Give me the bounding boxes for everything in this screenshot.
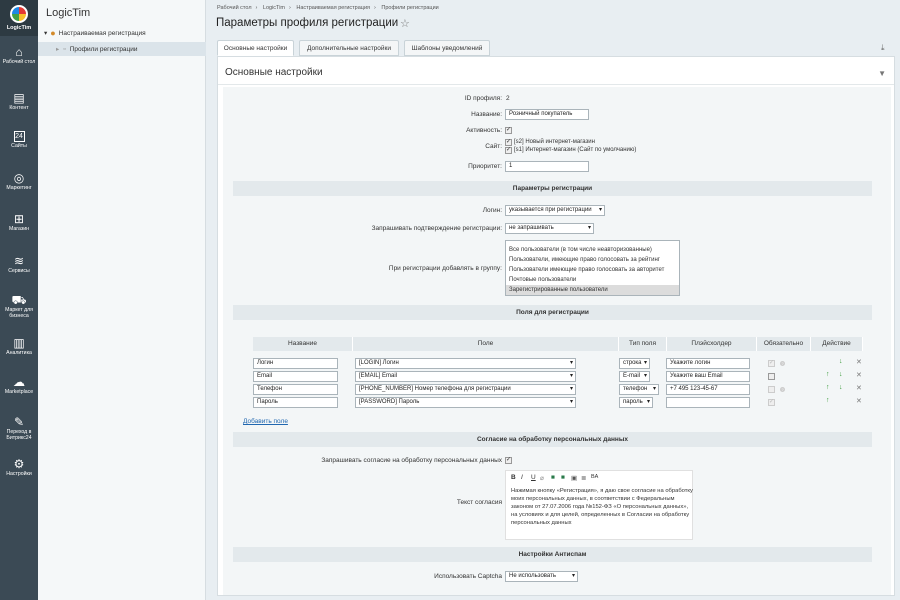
consent-text-label: Текст согласия [456, 499, 502, 506]
field-name-input[interactable]: Телефон [253, 384, 338, 395]
move-up-icon[interactable]: ↑ [826, 384, 830, 391]
home-icon: ⌂ [15, 45, 23, 59]
move-up-icon[interactable]: ↑ [826, 371, 830, 378]
tree-item-profiles[interactable]: ▸ ▫ Профили регистрации [38, 42, 206, 56]
required-checkbox[interactable] [768, 373, 775, 380]
sidebar-item-bitrix24[interactable]: ✎ Переход в Битрикс24 [6, 415, 32, 441]
name-label: Название: [471, 111, 502, 118]
table-icon[interactable]: ▣ [571, 475, 578, 482]
panel-title: LogicTim [46, 7, 91, 19]
target-icon: ◎ [13, 171, 25, 185]
required-checkbox: ✓ [769, 360, 775, 366]
field-type-select[interactable]: телефон ▾ [619, 384, 659, 395]
captcha-label: Использовать Captcha [434, 573, 502, 580]
field-name-input[interactable]: Пароль [253, 397, 338, 408]
sidebar-item-market[interactable]: ⛟ Маркет для бизнеса [5, 293, 33, 319]
chart-icon: ▥ [13, 336, 25, 350]
logo-text: LogicTim [6, 25, 32, 31]
captcha-select[interactable]: Не использовать ▾ [505, 571, 578, 582]
tab-additional-settings[interactable]: Дополнительные настройки [299, 40, 399, 56]
card-title: Основные настройки [225, 67, 323, 78]
site-label: Сайт: [485, 143, 502, 150]
bold-button[interactable]: B [511, 474, 516, 481]
login-label: Логин: [482, 207, 502, 214]
document-icon: ▤ [13, 91, 25, 105]
column-header-placeholder: Плэйсхолдер [667, 337, 757, 351]
sidebar-item-sites[interactable]: 24 Сайты [11, 133, 27, 149]
column-header-name: Название [253, 337, 353, 351]
active-checkbox[interactable]: ✓ [506, 127, 512, 133]
breadcrumb-item[interactable]: Настраиваемая регистрация [296, 5, 370, 11]
field-select[interactable]: [EMAIL] Email ▾ [355, 371, 576, 382]
required-checkbox: ✓ [769, 399, 775, 405]
group-label: При регистрации добавлять в группу: [388, 265, 502, 272]
gear-icon: ⚙ [13, 457, 25, 471]
collapse-icon[interactable]: ▼ [878, 69, 886, 78]
sidebar-item-desktop[interactable]: ⌂ Рабочий стол [2, 45, 36, 65]
module-panel [38, 0, 206, 600]
cloud-icon: ☁ [13, 375, 25, 389]
tab-notification-templates[interactable]: Шаблоны уведомлений [404, 40, 490, 56]
field-placeholder-input[interactable] [666, 397, 750, 408]
field-type-select[interactable]: строка ▾ [619, 358, 650, 369]
page-icon: ▫ [63, 45, 66, 53]
list-item[interactable]: Пользователи, имеющие право голосовать за рейтинг [509, 257, 660, 263]
priority-input[interactable]: 1 [505, 161, 589, 172]
column-header-required: Обязательно [757, 337, 811, 351]
column-header-action: Действие [811, 337, 863, 351]
consent-text[interactable]: Нажимая кнопку «Регистрация», я даю свое согласие на обработку моих персональных данных, в соответствии с Федеральным законом от 27.07.2006 года №152-ФЗ «О персональных данных», на условиях и для целей, определенных в Согласии на обработку персональных данных [511, 488, 693, 526]
pencil-icon: ✎ [13, 415, 25, 429]
breadcrumb-item: Профили регистрации [381, 5, 439, 11]
priority-label: Приоритет: [468, 163, 502, 170]
site-s2-label: [s2] Новый интернет-магазин [514, 139, 595, 145]
group-listbox[interactable] [505, 240, 680, 296]
delete-icon[interactable]: ✕ [856, 359, 862, 366]
field-select[interactable]: [PASSWORD] Пароль ▾ [355, 397, 576, 408]
field-select[interactable]: [LOGIN] Логин ▾ [355, 358, 576, 369]
list-item[interactable]: Почтовые пользователи [509, 277, 577, 283]
field-name-input[interactable]: Email [253, 371, 338, 382]
field-name-input[interactable]: Логин [253, 358, 338, 369]
delete-icon[interactable]: ✕ [856, 385, 862, 392]
italic-button[interactable]: I [521, 474, 523, 481]
section-registration-params: Параметры регистрации [233, 181, 872, 196]
sidebar-item-settings[interactable]: ⚙ Настройки [6, 457, 32, 477]
name-input[interactable]: Розничный покупатель [505, 109, 589, 120]
main-content [207, 0, 900, 600]
sidebar-item-content[interactable]: ▤ Контент [9, 91, 29, 111]
pin-icon[interactable]: ⤓ [881, 43, 885, 52]
site-s1-label: [s1] Интернет-магазин (Сайт по умолчанию) [514, 147, 637, 153]
section-antispam: Настройки Антиспам [233, 547, 872, 562]
logo-icon [10, 5, 28, 23]
underline-button[interactable]: U [531, 474, 536, 481]
sidebar-item-analytics[interactable]: ▥ Аналитика [6, 336, 32, 356]
sidebar-item-marketplace[interactable]: ☁ Marketplace [4, 375, 34, 395]
link-icon[interactable]: ■ [551, 474, 555, 481]
field-type-select[interactable]: пароль ▾ [619, 397, 653, 408]
consent-ask-label: Запрашивать согласие на обработку персональных данных [321, 457, 502, 464]
move-down-icon[interactable]: ↓ [839, 358, 843, 365]
help-icon: ? [781, 387, 784, 392]
list-icon[interactable]: ≣ [581, 475, 587, 482]
sidebar-item-marketing[interactable]: ◎ Маркетинг [6, 171, 32, 191]
favorite-star-icon[interactable]: ☆ [400, 18, 410, 30]
breadcrumb-item[interactable]: LogicTim [262, 5, 286, 11]
confirm-label: Запрашивать подтверждение регистрации: [371, 225, 502, 232]
list-item[interactable]: Пользователи имеющие право голосовать за авторитет [509, 267, 665, 273]
html-mode-button[interactable]: BA [591, 474, 599, 480]
form-area [223, 87, 891, 595]
sidebar-item-shop[interactable]: ⊞ Магазин [8, 212, 29, 232]
move-down-icon[interactable]: ↓ [839, 371, 843, 378]
login-select[interactable]: указывается при регистрации ▾ [505, 205, 605, 216]
field-type-select[interactable]: E-mail ▾ [619, 371, 650, 382]
tree-item-registration[interactable]: ▾ ● Настраиваемая регистрация [44, 28, 146, 38]
move-down-icon[interactable]: ↓ [839, 384, 843, 391]
column-header-type: Тип поля [619, 337, 667, 351]
cart-icon: ⛟ [11, 293, 27, 307]
delete-icon[interactable]: ✕ [856, 372, 862, 379]
consent-editor[interactable] [505, 470, 693, 540]
app-logo[interactable] [0, 0, 38, 36]
breadcrumb-item[interactable]: Рабочий стол [217, 5, 252, 11]
delete-icon[interactable]: ✕ [856, 398, 862, 405]
list-item-selected[interactable]: Зарегистрированные пользователи [506, 285, 679, 295]
id-label: ID профиля: [464, 95, 502, 102]
page-title: Параметры профиля регистрации [216, 17, 399, 29]
active-label: Активность: [466, 127, 502, 134]
id-value: 2 [506, 95, 510, 102]
main-sidebar [0, 0, 38, 600]
bullet-icon: ▸ [56, 46, 60, 53]
user-icon: ● [50, 28, 56, 38]
basket-icon: ⊞ [13, 212, 25, 226]
image-icon[interactable]: ■ [561, 474, 565, 481]
section-consent: Согласие на обработку персональных данных [233, 432, 872, 447]
field-placeholder-input[interactable]: Укажите ваш Email [666, 371, 750, 382]
required-checkbox[interactable] [768, 386, 775, 393]
site-s1-checkbox[interactable]: ✓ [506, 147, 512, 153]
strikethrough-icon[interactable]: ⌀ [540, 475, 544, 482]
consent-checkbox[interactable]: ✓ [506, 457, 512, 463]
layers-icon: ≋ [13, 254, 25, 268]
tab-main-settings[interactable]: Основные настройки [217, 40, 294, 56]
field-placeholder-input[interactable]: +7 495 123-45-67 [666, 384, 750, 395]
breadcrumb: Рабочий стол › LogicTim › Настраиваемая регистрация › Профили регистрации [217, 5, 439, 11]
help-icon: ? [781, 361, 784, 366]
settings-card [217, 56, 895, 596]
expand-icon[interactable]: ▾ [44, 30, 48, 37]
field-placeholder-input[interactable]: Укажите логин [666, 358, 750, 369]
calendar-icon: 24 [15, 133, 23, 140]
sidebar-item-services[interactable]: ≋ Сервисы [8, 254, 30, 274]
column-header-field: Поле [353, 337, 619, 351]
move-up-icon[interactable]: ↑ [826, 397, 830, 404]
add-field-link[interactable]: Добавить поле [243, 418, 288, 425]
field-select[interactable]: [PHONE_NUMBER] Номер телефона для регистрации ▾ [355, 384, 576, 395]
list-item[interactable]: Все пользователи (в том числе неавторизованные) [509, 247, 652, 253]
confirm-select[interactable]: не запрашивать ▾ [505, 223, 594, 234]
section-registration-fields: Поля для регистрации [233, 305, 872, 320]
site-s2-checkbox[interactable]: ✓ [506, 139, 512, 145]
